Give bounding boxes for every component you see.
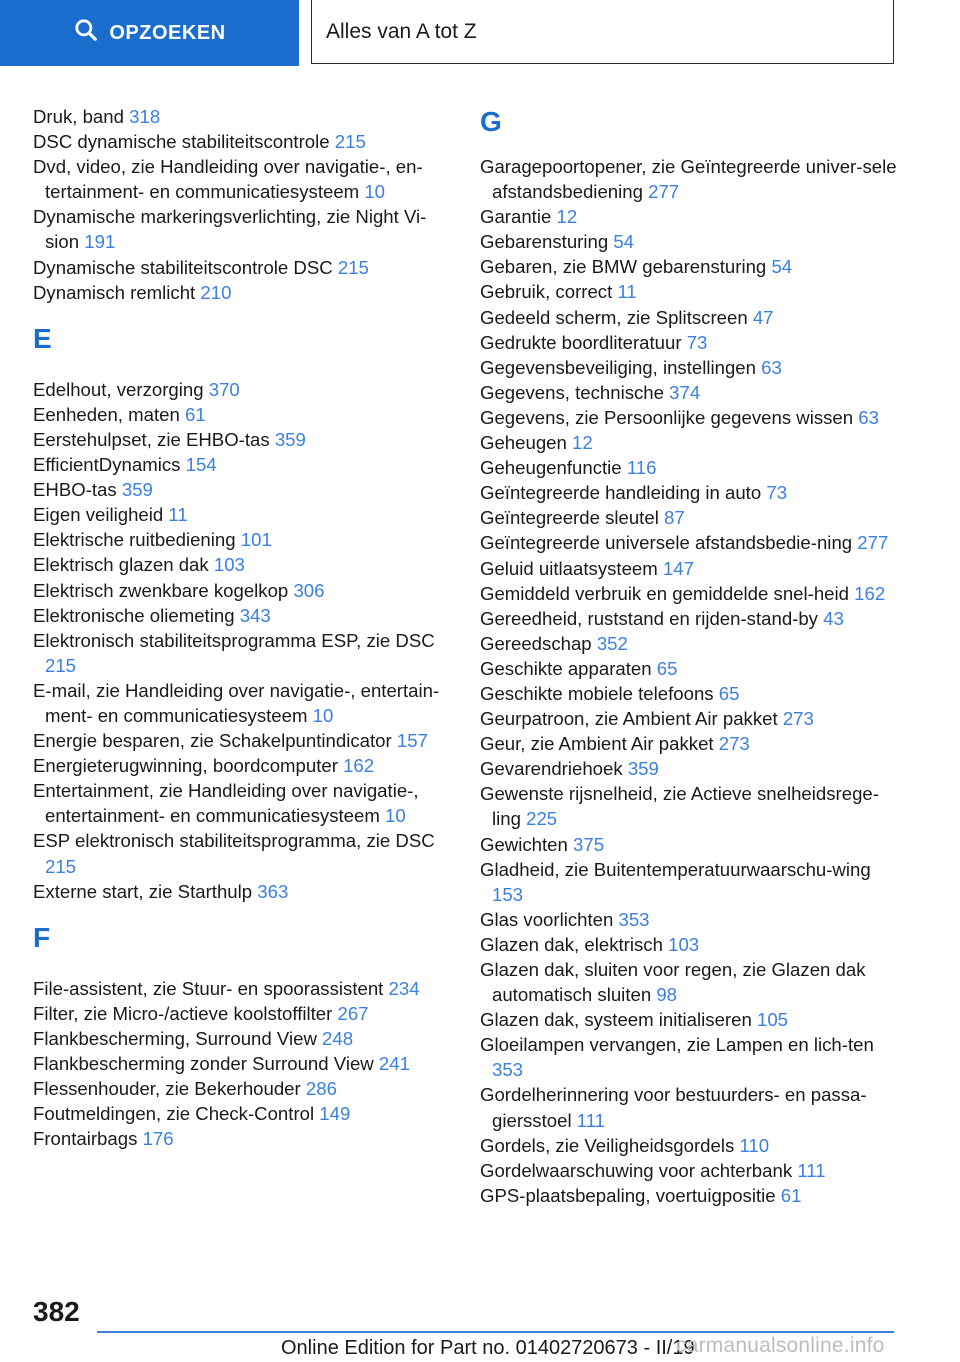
entry-text: Garantie bbox=[480, 206, 552, 228]
index-entry bbox=[33, 154, 453, 204]
index-entry bbox=[480, 204, 900, 229]
entry-text: Dynamisch remlicht bbox=[33, 281, 196, 303]
entry-text: Gordels, zie Veiligheidsgordels bbox=[480, 1134, 735, 1156]
entry-text: Geheugen bbox=[480, 432, 567, 454]
entry-text: Externe start, zie Starthulp bbox=[33, 880, 253, 902]
entry-text: Gordelwaarschuwing voor achterbank bbox=[480, 1159, 793, 1181]
page-link[interactable]: 157 bbox=[396, 730, 428, 752]
entry-text: Eerstehulpset, zie EHBO-tas bbox=[33, 428, 270, 450]
page-link[interactable]: 11 bbox=[168, 504, 188, 526]
index-entry bbox=[33, 452, 453, 477]
index-entry bbox=[480, 1158, 900, 1183]
index-entry bbox=[33, 879, 453, 904]
entry-text: Geïntegreerde sleutel bbox=[480, 507, 659, 529]
entry-list-e bbox=[33, 377, 453, 904]
page-link[interactable]: 54 bbox=[771, 256, 793, 278]
index-entry bbox=[480, 606, 900, 631]
index-entry bbox=[480, 355, 900, 380]
page-link[interactable]: 98 bbox=[656, 984, 678, 1006]
entry-list-f bbox=[33, 976, 453, 1152]
entry-text: ESP elektronisch stabiliteitsprogramma, zie DSC bbox=[33, 830, 435, 852]
index-entry bbox=[480, 781, 900, 831]
entry-text: Geluid uitlaatsysteem bbox=[480, 557, 658, 579]
entry-text: Flankbescherming, Surround View bbox=[33, 1027, 317, 1049]
search-button-label: OPZOEKEN bbox=[109, 21, 226, 44]
index-entry bbox=[33, 976, 453, 1001]
page-link[interactable]: 277 bbox=[857, 532, 889, 554]
index-column-right bbox=[480, 104, 900, 1208]
search-button[interactable] bbox=[0, 0, 299, 66]
index-entry bbox=[480, 907, 900, 932]
header bbox=[0, 0, 960, 66]
index-entry bbox=[480, 505, 900, 530]
page-link[interactable]: 343 bbox=[239, 604, 271, 626]
entry-text: Geschikte apparaten bbox=[480, 657, 652, 679]
page-link[interactable]: 318 bbox=[129, 106, 161, 127]
page-link[interactable]: 375 bbox=[573, 833, 605, 855]
section-letter-f: F bbox=[33, 921, 51, 953]
index-entry bbox=[480, 305, 900, 330]
page-link[interactable]: 61 bbox=[184, 403, 206, 425]
page-link[interactable]: 73 bbox=[766, 482, 788, 504]
page-link[interactable]: 359 bbox=[627, 758, 659, 780]
index-entry bbox=[480, 254, 900, 279]
index-entry bbox=[480, 731, 900, 756]
entry-text: Dynamische markeringsverlichting, zie Night Vi-sion bbox=[33, 206, 427, 253]
entry-text: Gebarensturing bbox=[480, 231, 609, 253]
page-link[interactable]: 63 bbox=[858, 406, 879, 428]
entry-text: Gebruik, correct bbox=[480, 281, 613, 303]
page-link[interactable]: 176 bbox=[142, 1128, 174, 1150]
watermark: carmanualsonline.info bbox=[676, 1334, 885, 1357]
entry-text: Gladheid, zie Buitentemperatuurwaarschu-wing bbox=[480, 858, 871, 880]
index-entry bbox=[33, 527, 453, 552]
index-entry bbox=[480, 857, 900, 907]
index-entry bbox=[480, 581, 900, 606]
entry-text: Foutmeldingen, zie Check-Control bbox=[33, 1103, 315, 1125]
tab-title-label: Alles van A tot Z bbox=[326, 19, 477, 43]
index-entry bbox=[33, 1076, 453, 1101]
entry-text: EHBO-tas bbox=[33, 479, 117, 501]
entry-text: Energieterugwinning, boordcomputer bbox=[33, 755, 338, 777]
index-entry bbox=[480, 530, 900, 555]
index-entry bbox=[33, 828, 453, 878]
entry-text: Glazen dak, elektrisch bbox=[480, 933, 663, 955]
entry-text: Gedrukte boordliteratuur bbox=[480, 331, 682, 353]
index-entry bbox=[33, 477, 453, 502]
index-entry bbox=[33, 255, 453, 280]
index-entry bbox=[33, 552, 453, 577]
page-link[interactable]: 374 bbox=[669, 381, 701, 403]
index-entry bbox=[480, 380, 900, 405]
page-link[interactable]: 12 bbox=[556, 206, 578, 228]
index-entry bbox=[33, 578, 453, 603]
page-link[interactable]: 363 bbox=[257, 880, 289, 902]
search-icon bbox=[73, 17, 99, 49]
page-link[interactable]: 215 bbox=[45, 855, 77, 877]
entry-text: Elektronische oliemeting bbox=[33, 604, 235, 626]
page-link[interactable]: 116 bbox=[626, 457, 657, 479]
entry-text: Elektrisch zwenkbare kogelkop bbox=[33, 579, 289, 601]
page-link[interactable]: 10 bbox=[385, 805, 406, 827]
index-entry bbox=[33, 1101, 453, 1126]
page-link[interactable]: 87 bbox=[664, 507, 685, 529]
page-link[interactable]: 210 bbox=[200, 281, 232, 303]
entry-text: Garagepoortopener, zie Geïntegreerde univer-sele afstandsbediening bbox=[480, 156, 897, 203]
footer-divider bbox=[97, 1331, 894, 1333]
index-entry bbox=[33, 728, 453, 753]
page-link[interactable]: 225 bbox=[526, 808, 558, 830]
entry-text: Elektronisch stabiliteitsprogramma ESP, zie DSC bbox=[33, 629, 435, 651]
entry-text: Glazen dak, sluiten voor regen, zie Glazen dak automatisch sluiten bbox=[480, 959, 866, 1006]
entry-text: Gebaren, zie BMW gebarensturing bbox=[480, 256, 767, 278]
index-entry bbox=[480, 1082, 900, 1132]
page-link[interactable]: 353 bbox=[492, 1059, 524, 1081]
index-entry bbox=[480, 706, 900, 731]
page-link[interactable]: 111 bbox=[576, 1109, 606, 1131]
index-entry bbox=[480, 656, 900, 681]
index-entry bbox=[480, 1183, 900, 1208]
page-link[interactable]: 359 bbox=[274, 428, 306, 450]
index-entry bbox=[480, 756, 900, 781]
page-link[interactable]: 353 bbox=[618, 908, 650, 930]
entry-text: Geheugenfunctie bbox=[480, 457, 622, 479]
entry-text: Gewichten bbox=[480, 833, 568, 855]
page-link[interactable]: 103 bbox=[213, 554, 245, 576]
index-entry bbox=[33, 778, 453, 828]
entry-text: Dvd, video, zie Handleiding over navigatie-, en-tertainment- en communicatiesysteem bbox=[33, 156, 423, 203]
entry-text: Entertainment, zie Handleiding over navigatie-, entertainment- en communicatiesysteem bbox=[33, 780, 419, 827]
entry-text: Gemiddeld verbruik en gemiddelde snel-heid bbox=[480, 582, 849, 604]
page-link[interactable]: 154 bbox=[185, 454, 217, 476]
page-link[interactable]: 306 bbox=[293, 579, 325, 601]
page-link[interactable]: 352 bbox=[596, 632, 628, 654]
entry-list-g bbox=[480, 154, 900, 1208]
entry-text: Gevarendriehoek bbox=[480, 758, 623, 780]
page-link[interactable]: 162 bbox=[854, 582, 886, 604]
page-link[interactable]: 110 bbox=[739, 1134, 770, 1156]
entry-text: Flankbescherming zonder Surround View bbox=[33, 1053, 374, 1074]
index-entry bbox=[33, 427, 453, 452]
page-link[interactable]: 43 bbox=[823, 607, 844, 629]
entry-text: Geur, zie Ambient Air pakket bbox=[480, 733, 714, 755]
page-link[interactable]: 61 bbox=[780, 1184, 802, 1206]
page-number: 382 bbox=[33, 1296, 80, 1327]
page-link[interactable]: 103 bbox=[668, 933, 700, 955]
entry-text: Geïntegreerde universele afstandsbedie-ning bbox=[480, 532, 853, 554]
entry-text: Dynamische stabiliteitscontrole DSC bbox=[33, 256, 333, 278]
entry-text: Gegevensbeveiliging, instellingen bbox=[480, 356, 756, 378]
index-entry bbox=[33, 129, 453, 154]
page-link[interactable]: 286 bbox=[305, 1078, 337, 1100]
page-link[interactable]: 370 bbox=[208, 378, 240, 400]
entry-text: EfficientDynamics bbox=[33, 454, 181, 476]
entry-text: File-assistent, zie Stuur- en spoorassistent bbox=[33, 977, 384, 999]
page-link[interactable]: 11 bbox=[617, 281, 637, 303]
page-link[interactable]: 101 bbox=[240, 529, 272, 551]
entry-text: Glazen dak, systeem initialiseren bbox=[480, 1009, 752, 1031]
page-link[interactable]: 191 bbox=[84, 231, 116, 253]
entry-text: Eigen veiligheid bbox=[33, 504, 164, 526]
entry-text: Gegevens, technische bbox=[480, 381, 664, 403]
index-entry bbox=[33, 377, 453, 402]
page-link[interactable]: 63 bbox=[761, 356, 782, 378]
index-entry bbox=[480, 229, 900, 254]
index-entry bbox=[33, 402, 453, 427]
page-link[interactable]: 267 bbox=[337, 1002, 369, 1024]
page-link[interactable]: 65 bbox=[718, 682, 740, 704]
page-link[interactable]: 12 bbox=[572, 432, 593, 454]
entry-text: Frontairbags bbox=[33, 1128, 138, 1150]
entry-list-d bbox=[33, 104, 453, 305]
entry-text: Gedeeld scherm, zie Splitscreen bbox=[480, 306, 748, 328]
index-entry bbox=[33, 1126, 453, 1151]
index-entry bbox=[33, 280, 453, 305]
index-entry bbox=[480, 480, 900, 505]
entry-text: E-mail, zie Handleiding over navigatie-, entertain-ment- en communicatiesysteem bbox=[33, 679, 440, 726]
index-entry bbox=[33, 753, 453, 778]
page-link[interactable]: 10 bbox=[312, 704, 334, 726]
entry-text: Gegevens, zie Persoonlijke gegevens wissen bbox=[480, 406, 854, 428]
index-entry bbox=[480, 1032, 900, 1082]
index-entry bbox=[480, 330, 900, 355]
index-entry bbox=[480, 932, 900, 957]
page-link[interactable]: 73 bbox=[686, 331, 708, 353]
entry-text: Glas voorlichten bbox=[480, 908, 614, 930]
index-entry bbox=[480, 405, 900, 430]
index-entry bbox=[480, 832, 900, 857]
entry-text: Eenheden, maten bbox=[33, 403, 180, 425]
index-entry bbox=[480, 154, 900, 204]
index-entry bbox=[33, 1051, 453, 1076]
page-link[interactable]: 273 bbox=[782, 708, 814, 730]
page-link[interactable]: 10 bbox=[364, 181, 386, 203]
index-entry bbox=[480, 455, 900, 480]
index-entry bbox=[33, 603, 453, 628]
page-link[interactable]: 215 bbox=[45, 654, 77, 676]
page-link[interactable]: 162 bbox=[343, 755, 375, 777]
index-entry bbox=[33, 204, 453, 254]
entry-text: GPS-plaatsbepaling, voertuigpositie bbox=[480, 1184, 776, 1206]
index-entry bbox=[33, 678, 453, 728]
index-entry bbox=[480, 556, 900, 581]
page-link[interactable]: 234 bbox=[388, 977, 420, 999]
entry-text: Gereedschap bbox=[480, 632, 592, 654]
index-entry bbox=[33, 628, 453, 678]
entry-text: Gloeilampen vervangen, zie Lampen en lich-ten bbox=[480, 1034, 874, 1056]
index-entry bbox=[480, 957, 900, 1007]
entry-text: Energie besparen, zie Schakelpuntindicator bbox=[33, 730, 392, 752]
entry-text: Gordelherinnering voor bestuurders- en passa-giersstoel bbox=[480, 1084, 867, 1131]
entry-text: Gewenste rijsnelheid, zie Actieve snelheidsrege-ling bbox=[480, 783, 879, 830]
entry-text: Filter, zie Micro-/actieve koolstoffilter bbox=[33, 1002, 333, 1024]
entry-text: Elektrische ruitbediening bbox=[33, 529, 236, 551]
page-link[interactable]: 111 bbox=[797, 1159, 826, 1181]
index-entry bbox=[480, 631, 900, 656]
tab-title[interactable] bbox=[311, 0, 894, 64]
index-entry bbox=[480, 1133, 900, 1158]
entry-text: Flessenhouder, zie Bekerhouder bbox=[33, 1078, 301, 1100]
edition-text: Online Edition for Part no. 01402720673 - II/19 bbox=[281, 1337, 695, 1359]
page-link[interactable]: 241 bbox=[378, 1053, 410, 1074]
index-entry bbox=[480, 1007, 900, 1032]
index-entry bbox=[480, 430, 900, 455]
entry-text: DSC dynamische stabiliteitscontrole bbox=[33, 131, 330, 153]
page-link[interactable]: 359 bbox=[121, 479, 153, 501]
page-link[interactable]: 65 bbox=[656, 657, 678, 679]
index-column-left bbox=[33, 104, 453, 1151]
entry-text: Geurpatroon, zie Ambient Air pakket bbox=[480, 708, 778, 730]
index-entry bbox=[33, 1026, 453, 1051]
index-entry bbox=[480, 681, 900, 706]
page-link[interactable]: 277 bbox=[648, 181, 680, 203]
page-link[interactable]: 54 bbox=[613, 231, 635, 253]
index-entry bbox=[33, 1001, 453, 1026]
index-entry bbox=[480, 279, 900, 304]
page-link[interactable]: 47 bbox=[752, 306, 774, 328]
section-letter-e: E bbox=[33, 322, 52, 354]
entry-text: Edelhout, verzorging bbox=[33, 378, 204, 400]
entry-text: Geschikte mobiele telefoons bbox=[480, 682, 714, 704]
page-link[interactable]: 149 bbox=[319, 1103, 351, 1125]
index-entry bbox=[33, 104, 453, 129]
page-link[interactable]: 153 bbox=[492, 883, 524, 905]
section-letter-g: G bbox=[480, 106, 502, 137]
page-link[interactable]: 215 bbox=[334, 131, 366, 153]
page-link[interactable]: 105 bbox=[756, 1009, 789, 1031]
entry-text: Elektrisch glazen dak bbox=[33, 554, 209, 576]
index-entry bbox=[33, 502, 453, 527]
page-link[interactable]: 215 bbox=[337, 256, 369, 278]
page-link[interactable]: 248 bbox=[322, 1027, 354, 1049]
page-link[interactable]: 147 bbox=[662, 557, 694, 579]
entry-text: Gereedheid, ruststand en rijden-stand-by bbox=[480, 607, 818, 629]
entry-text: Geïntegreerde handleiding in auto bbox=[480, 482, 762, 504]
page-link[interactable]: 273 bbox=[718, 733, 750, 755]
entry-text: Druk, band bbox=[33, 106, 124, 127]
